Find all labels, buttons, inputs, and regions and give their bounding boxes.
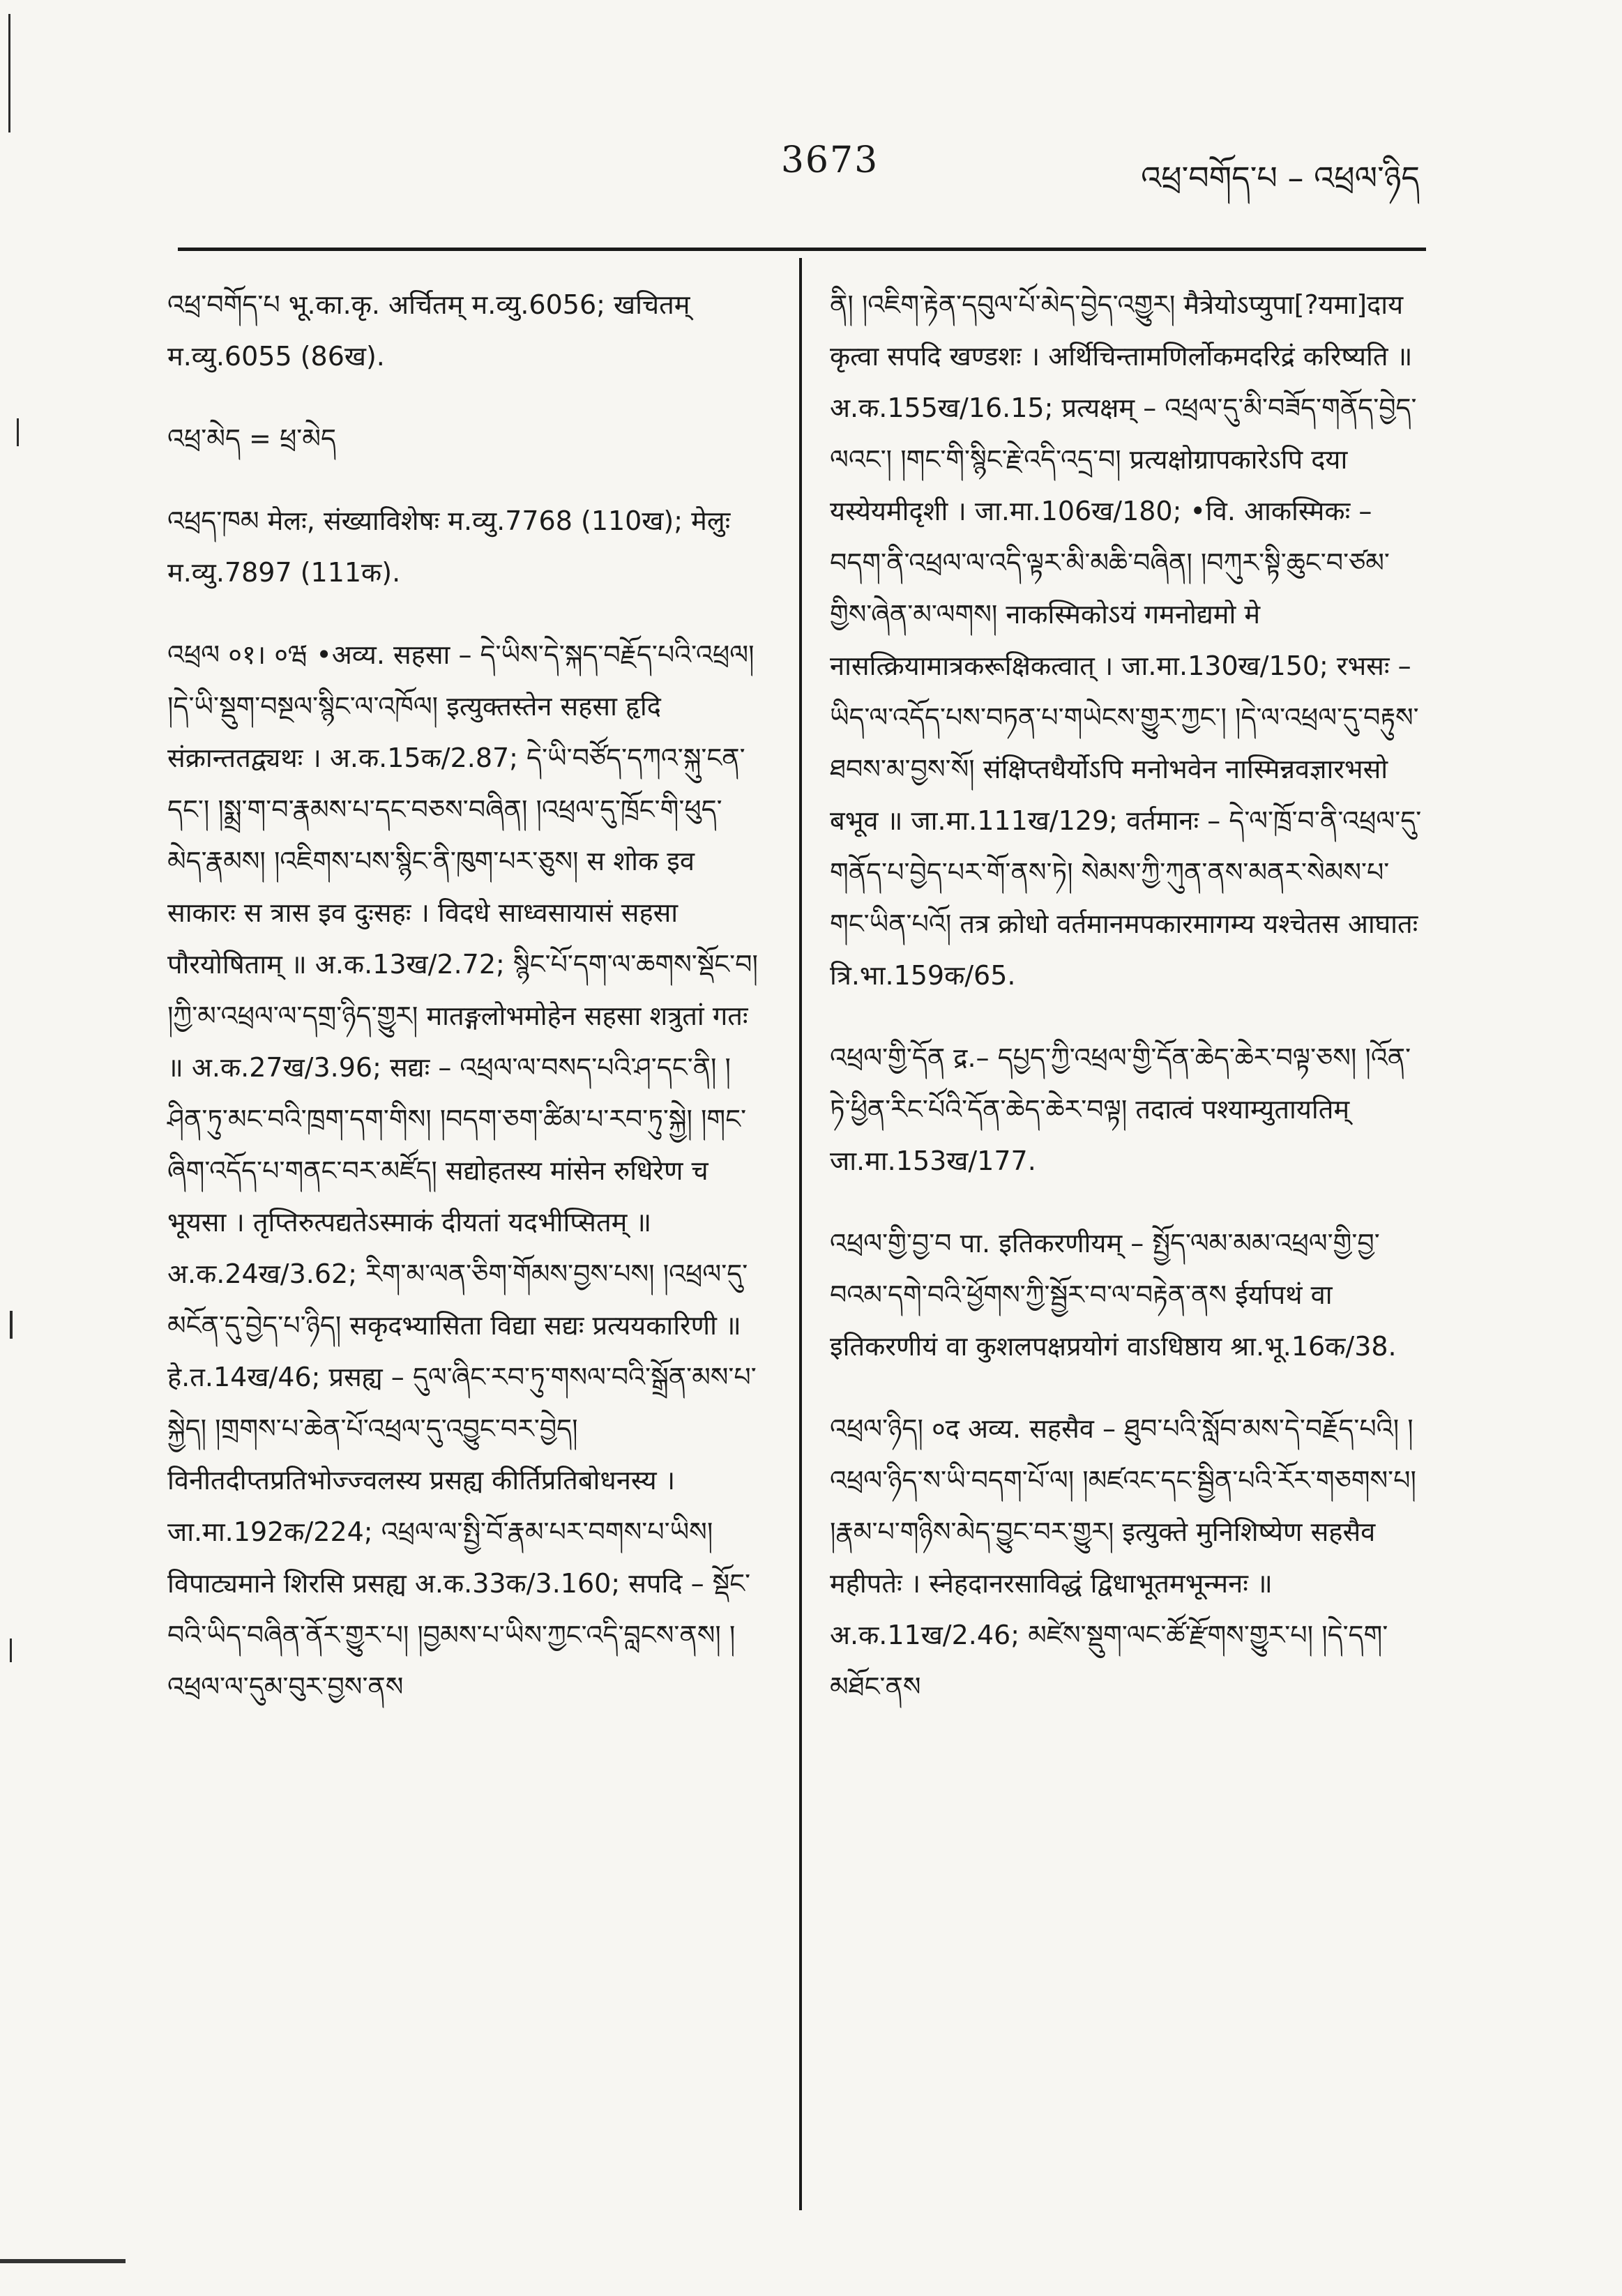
header-rule — [178, 248, 1426, 251]
margin-scan-mark — [0, 2259, 126, 2263]
right-column — [830, 279, 1423, 1743]
dictionary-entry: འཕྲལ་ཉིད། ०द अव्य. सहसैव – ཐུབ་པའི་སློབ་མས་དེ་བརྗོད་པའི། །འཕྲལ་ཉིད་ས་ཡི་བདག་པོ་ལ། །མཛའང་དང་སྦྱིན་པའི་རོར་གཅགས་པ། །རྣམ་པ་གཉིས་མེད་བྱུང་བར་གྱུར། इत्युक्ते मुनिशिष्येण सहसैव महीपतेः । स्नेहदानरसाविद्धं द्विधाभूतमभून्मनः ॥ अ.क.11ख/2.46; མཛེས་སྡུག་ལང་ཚོ་རྫོགས་གྱུར་པ། །དེ་དག་མཐོང་ནས — [830, 1413, 1416, 1702]
column-divider — [799, 258, 802, 2210]
dictionary-entry-continued: ནི། །འཇིག་རྟེན་དབུལ་པོ་མེད་བྱེད་འགྱུར། मैत्रेयोऽप्युपा[?यमा]दाय कृत्वा सपदि खण्डशः । अर्थिचिन्तामणिर्लोकमदरिद्रं करिष्यति ॥ अ.क.155ख/16.15; प्रत्यक्षम् – འཕྲལ་དུ་མི་བཟོད་གནོད་བྱེད་ལའང་། །གང་གི་སྙིང་རྗེ་འདི་འདྲ་བ། प्रत्यक्षोग्रापकारेऽपि दया यस्येयमीदृशी । जा.मा.106ख/180; •वि. आकस्मिकः – བདག་ནི་འཕྲལ་ལ་འདི་ལྟར་མི་མཆི་བཞིན། །བཀུར་སྟི་ཆུང་བ་ཙམ་གྱིས་ཞེན་མ་ལགས། नाकस्मिकोऽयं गमनोद्यमो मे नासत्क्रियामात्रकरूक्षिकत्वात् । जा.मा.130ख/150; रभसः – ཡིད་ལ་འདོད་པས་བཏན་པ་གཡེངས་གྱུར་ཀྱང་། །དེ་ལ་འཕྲལ་དུ་བརྟུས་ཐབས་མ་བྱས་སོ། संक्षिप्तधैर्योऽपि मनोभवेन नास्मिन्नवज्ञारभसो बभूव ॥ जा.मा.111ख/129; वर्तमानः – དེ་ལ་ཁྲོ་བ་ནི་འཕྲལ་དུ་གནོད་པ་བྱེད་པར་གོ་ནས་ཏེ། སེམས་ཀྱི་ཀུན་ནས་མནར་སེམས་པ་གང་ཡིན་པའོ། तत्र क्रोधो वर्तमानमपकारमागम्य यश्चेतस आघातः त्रि.भा.159क/65. — [830, 289, 1422, 991]
running-head: འཕྲ་བགོད་པ – འཕྲལ་ཉིད — [1141, 159, 1420, 197]
margin-scan-mark — [17, 418, 19, 446]
dictionary-entry: འཕྲ་མེད = ཕྲ་མེད — [167, 423, 336, 454]
page-number: 3673 — [780, 139, 879, 181]
margin-scan-mark — [10, 1311, 13, 1339]
dictionary-entry: འཕྲལ་གྱི་བྱ་བ पा. इतिकरणीयम् – སྤྱོད་ལམ་མམ་འཕྲལ་གྱི་བྱ་བའམ་དགེ་བའི་ཕྱོགས་ཀྱི་སྦྱོར་བ་ལ་བརྟེན་ནས ईर्यापथं वा इतिकरणीयं वा कुशलपक्षप्रयोगं वाऽधिष्ठाय श्रा.भू.16क/38. — [830, 1228, 1397, 1362]
dictionary-entry: འཕྲལ ०१। ०ཝ •अव्य. सहसा – དེ་ཡིས་དེ་སྐད་བརྗོད་པའི་འཕྲལ། །དེ་ཡི་སྡུག་བསྔལ་སྙིང་ལ་འཁོལ། इत्युक्तस्तेन सहसा हृदि संक्रान्ततद्व्यथः । अ.क.15क/2.87; དེ་ཡི་བཙོད་དཀའ་སྐུ་ངན་དང་། །སྨྲ་ག་བ་རྣམས་པ་དང་བཅས་བཞིན། །འཕྲལ་དུ་ཁྲོང་གི་ཕུད་མེད་རྣམས། །འཇིགས་པས་སྙིང་ནི་ཁུག་པར་ཅུས། स शोक इव साकारः स त्रास इव दुःसहः । विदधे साध्वसायासं सहसा पौरयोषिताम् ॥ अ.क.13ख/2.72; སྙིང་པོ་དག་ལ་ཆགས་སྡོང་བ། །ཀྱི་མ་འཕྲལ་ལ་དགྲ་ཉིད་གྱུར། मातङ्गलोभमोहेन सहसा शत्रुतां गतः ॥ अ.क.27ख/3.96; सद्यः – འཕྲལ་ལ་བསད་པའི་ཤ་དང་ནི། །ཤིན་ཏུ་མང་བའི་ཁྲག་དག་གིས། །བདག་ཅག་ཚིམ་པ་རབ་ཏུ་སྐྱེ། །གང་ཞིག་འདོད་པ་གནང་བར་མཛོད། सद्योहतस्य मांसेन रुधिरेण च भूयसा । तृप्तिरुत्पद्यतेऽस्माकं दीयतां यदभीप्सितम् ॥ अ.क.24ख/3.62; རིག་མ་ལན་ཅིག་གོམས་བྱས་པས། །འཕྲལ་དུ་མངོན་དུ་བྱེད་པ་ཉིད། सकृदभ्यासिता विद्या सद्यः प्रत्ययकारिणी ॥ हे.त.14ख/46; प्रसह्य – དུལ་ཞིང་རབ་ཏུ་གསལ་བའི་སྒྲོན་མས་པ་སྐྱེད། །གྲགས་པ་ཆེན་པོ་འཕྲལ་དུ་འབྱུང་བར་བྱེད། विनीतदीप्तप्रतिभोज्ज्वलस्य प्रसह्य कीर्तिप्रतिबोधनस्य । जा.मा.192क/224; འཕྲལ་ལ་སྤྱི་བོ་རྣམ་པར་བགས་པ་ཡིས། विपाट्यमाने शिरसि प्रसह्य अ.क.33क/3.160; सपदि – སྡོང་བའི་ཡིད་བཞིན་ནོར་གྱུར་པ། །བྱམས་པ་ཡིས་ཀྱང་འདི་བླངས་ནས། །འཕྲལ་ལ་དུམ་བུར་བྱས་ནས — [167, 639, 758, 1702]
dictionary-entry: འཕྲལ་གྱི་དོན द्र.– དཔྱད་ཀྱི་འཕྲལ་གྱི་དོན་ཆེད་ཆེར་བལྟ་ཅས། །འོན་ཏེ་ཕྱིན་རིང་པོའི་དོན་ཆེད་ཆེར་བལྟ། तदात्वं पश्याम्युतायतिम् जा.मा.153ख/177. — [830, 1042, 1411, 1176]
margin-scan-mark — [10, 1639, 12, 1662]
margin-scan-mark — [8, 14, 10, 132]
dictionary-entry: འཕྲད་ཁམ मेलः, संख्याविशेषः म.व्यु.7768 (110ख); मेलुः म.व्यु.7897 (111क). — [167, 505, 731, 588]
dictionary-entry: འཕྲ་བགོད་པ भू.का.कृ. अर्चितम् म.व्यु.6056; खचितम् म.व्यु.6055 (86ख). — [167, 289, 690, 372]
left-column — [167, 279, 760, 1743]
